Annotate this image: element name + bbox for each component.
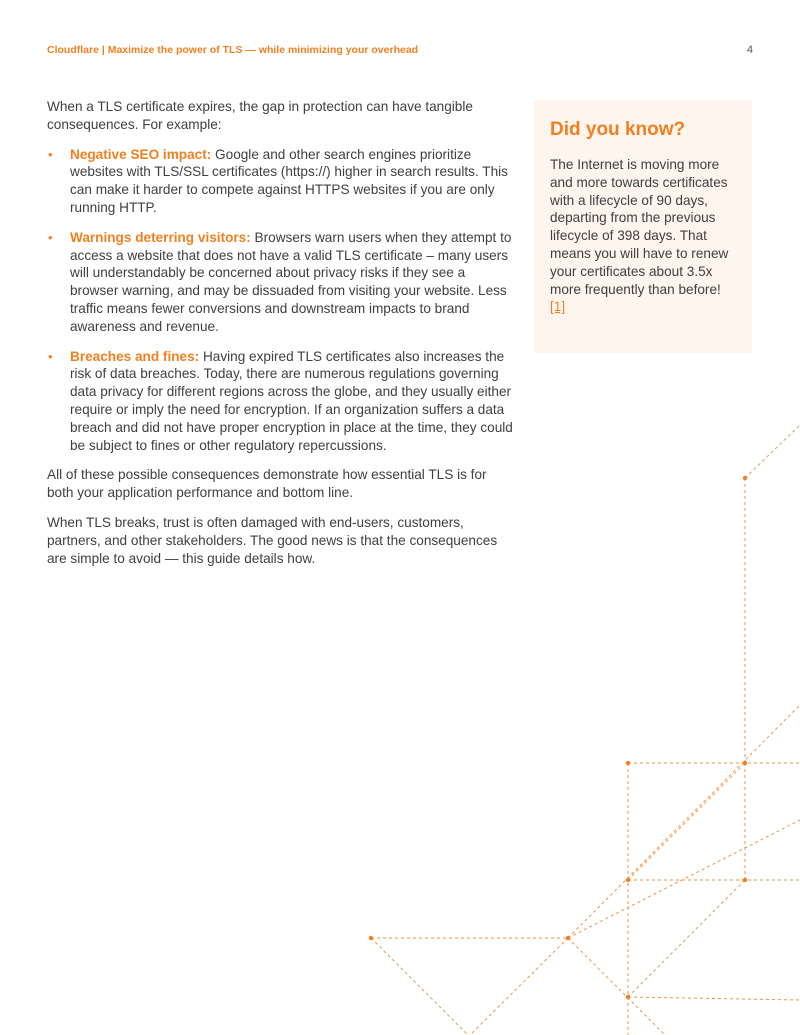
network-node-icon [369, 936, 373, 940]
network-node-icon [626, 995, 630, 999]
bullet-icon: • [48, 146, 53, 162]
intro-paragraph: When a TLS certificate expires, the gap in protection can have tangible consequences. For example: [47, 99, 473, 132]
page-number: 4 [746, 44, 753, 56]
bullet-text: Browsers warn users when they attempt to access a website that does not have a valid TLS certificate – many users will understandably be concerned about privacy risks if they see a browser warning, and may be dissuaded from visiting your website. Less traffic means fewer conversions and downstream impacts to brand awareness and revenue. [70, 229, 512, 334]
bullet-icon: • [48, 348, 53, 364]
consequences-paragraph: All of these possible consequences demonstrate how essential TLS is for both your application performance and bottom line. [47, 467, 487, 501]
callout-text: The Internet is moving more and more towards certificates with a lifecycle of 90 days, departing from the previous lifecycle of 398 days. That means you will have to renew your certificates about 3.5x more frequently than before! [550, 157, 729, 297]
header-title: Cloudflare | Maximize the power of TLS — while minimizing your overhead [47, 44, 419, 56]
network-node-icon [626, 878, 630, 882]
network-node-icon [566, 936, 570, 940]
network-node-icon [743, 476, 747, 480]
reference-link[interactable]: [1] [550, 299, 566, 315]
bullet-text: Having expired TLS certificates also increases the risk of data breaches. Today, there are numerous regulations governing data privacy for different regions across the globe, and they usually either require or imply the need for encryption. If an organization suffers a data breach and did not have proper encryption in place at the time, they could be subject to fines or other regulatory repercussions. [70, 348, 513, 453]
bullet-lead: Breaches and fines: [70, 348, 200, 364]
bullet-text: Google and other search engines prioritize websites with TLS/SSL certificates (https://) higher in search results. This can make it harder to compete against HTTPS websites if you are only running HTTP. [70, 146, 508, 215]
bullet-lead: Negative SEO impact: [70, 146, 212, 162]
network-node-icons [369, 476, 747, 999]
network-node-icon [743, 761, 747, 765]
network-node-icon [743, 878, 747, 882]
network-node-icon [626, 761, 630, 765]
closing-paragraph: When TLS breaks, trust is often damaged with end-users, customers, partners, and other stakeholders. The good news is that the consequences are simple to avoid — this guide details how. [47, 514, 498, 566]
bullet-lead: Warnings deterring visitors: [70, 229, 251, 245]
callout-title: Did you know? [550, 119, 686, 140]
bullet-icon: • [48, 229, 53, 245]
